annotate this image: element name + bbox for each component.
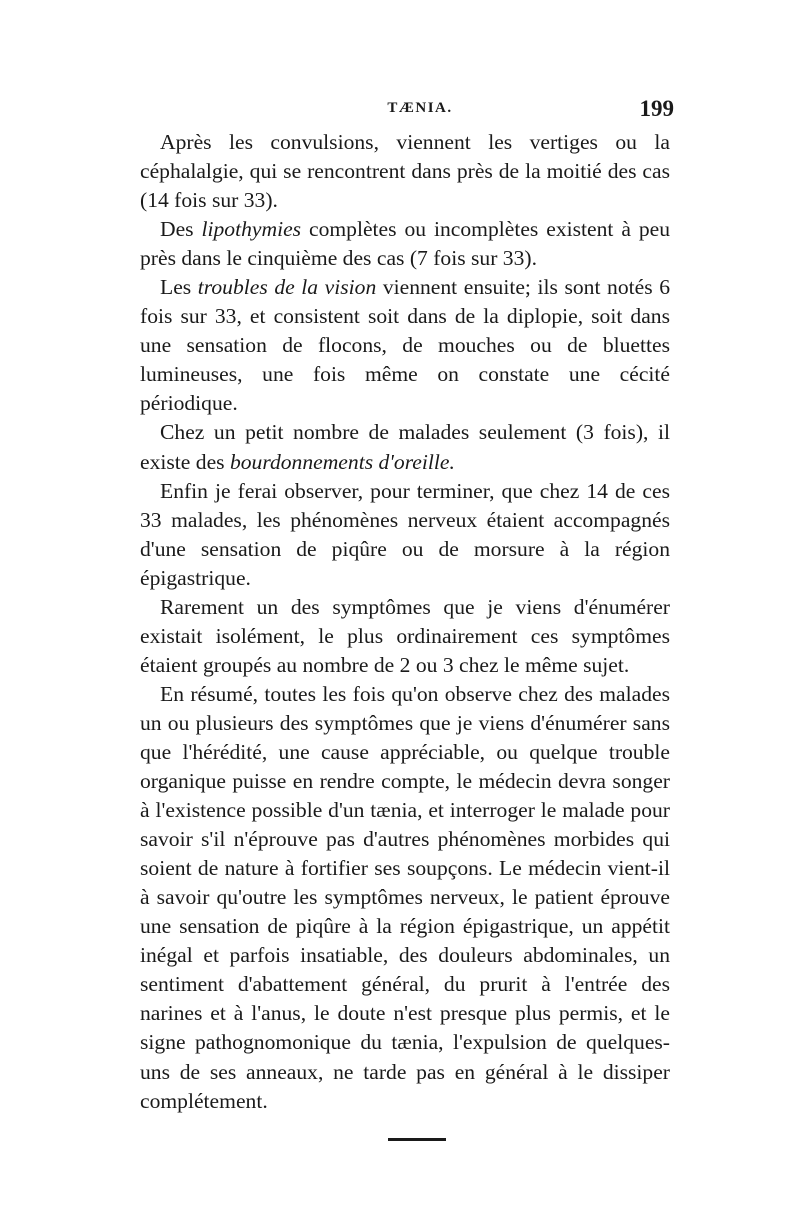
paragraph-text: Enfin je ferai observer, pour terminer, que chez 14 de ces 33 malades, les phénomènes nerveux étaient accompagnés d'une sensation de piqûre ou de morsure à la région épigastrique.	[140, 478, 670, 590]
paragraph-text: complètes ou incomplètes existent à peu près dans le cinquième des cas (7 fois sur 33).	[140, 217, 670, 271]
paragraph-text: Chez un petit nombre de malades seulement (3 fois), il existe des	[140, 420, 670, 474]
paragraph	[140, 273, 670, 418]
paragraph-text: viennent ensuite; ils sont notés 6 fois sur 33, et consistent soit dans de la diplopie, soit dans une sensation de flocons, de mouches ou de bluettes lumineuses, une fois même on constate une cécité périodique.	[140, 275, 671, 416]
paragraph	[140, 128, 670, 215]
paragraph	[140, 418, 670, 476]
end-rule	[388, 1138, 446, 1141]
book-page	[140, 96, 674, 1141]
paragraph	[140, 680, 670, 1116]
page-number: 199	[639, 96, 674, 121]
running-head	[140, 96, 674, 128]
paragraph-text: Des	[160, 217, 202, 242]
paragraph	[140, 593, 670, 680]
paragraph	[140, 215, 670, 273]
paragraph	[140, 477, 670, 593]
italic-text: bourdonnements d'oreille.	[229, 449, 455, 474]
running-title: TÆNIA.	[387, 100, 453, 116]
paragraph-text: Après les convulsions, viennent les vertiges ou la céphalalgie, qui se rencontrent dans près de la moitié des cas (14 fois sur 33).	[140, 130, 670, 213]
paragraph-text: Rarement un des symptômes que je viens d'énumérer existait isolément, le plus ordinairement ces symptômes étaient groupés au nombre de 2 ou 3 chez le même sujet.	[140, 594, 670, 677]
italic-text: lipothymies	[201, 217, 302, 242]
body-text	[140, 128, 670, 1116]
paragraph-text: En résumé, toutes les fois qu'on observe chez des malades un ou plusieurs des symptômes que je viens d'énumérer sans que l'hérédité, une cause appréciable, ou quelque trouble organique puisse en rendre compte, le médecin devra songer à l'existence possible d'un tænia, et interroger le malade pour savoir s'il n'éprouve pas d'autres phénomènes morbides qui soient de nature à fortifier ses soupçons. Le médecin vient-il à savoir qu'outre les symptômes nerveux, le patient éprouve une sensation de piqûre à la région épigastrique, un appétit inégal et parfois insatiable, des douleurs abdominales, un sentiment d'abattement général, du prurit à l'entrée des narines et à l'anus, le doute n'est presque plus permis, et le signe pathognomonique du tænia, l'expulsion de quelques-uns de ses anneaux, ne tarde pas en général à le dissiper complétement.	[140, 681, 670, 1113]
paragraph-text: Les	[160, 275, 198, 300]
italic-text: troubles de la vision	[197, 275, 377, 300]
